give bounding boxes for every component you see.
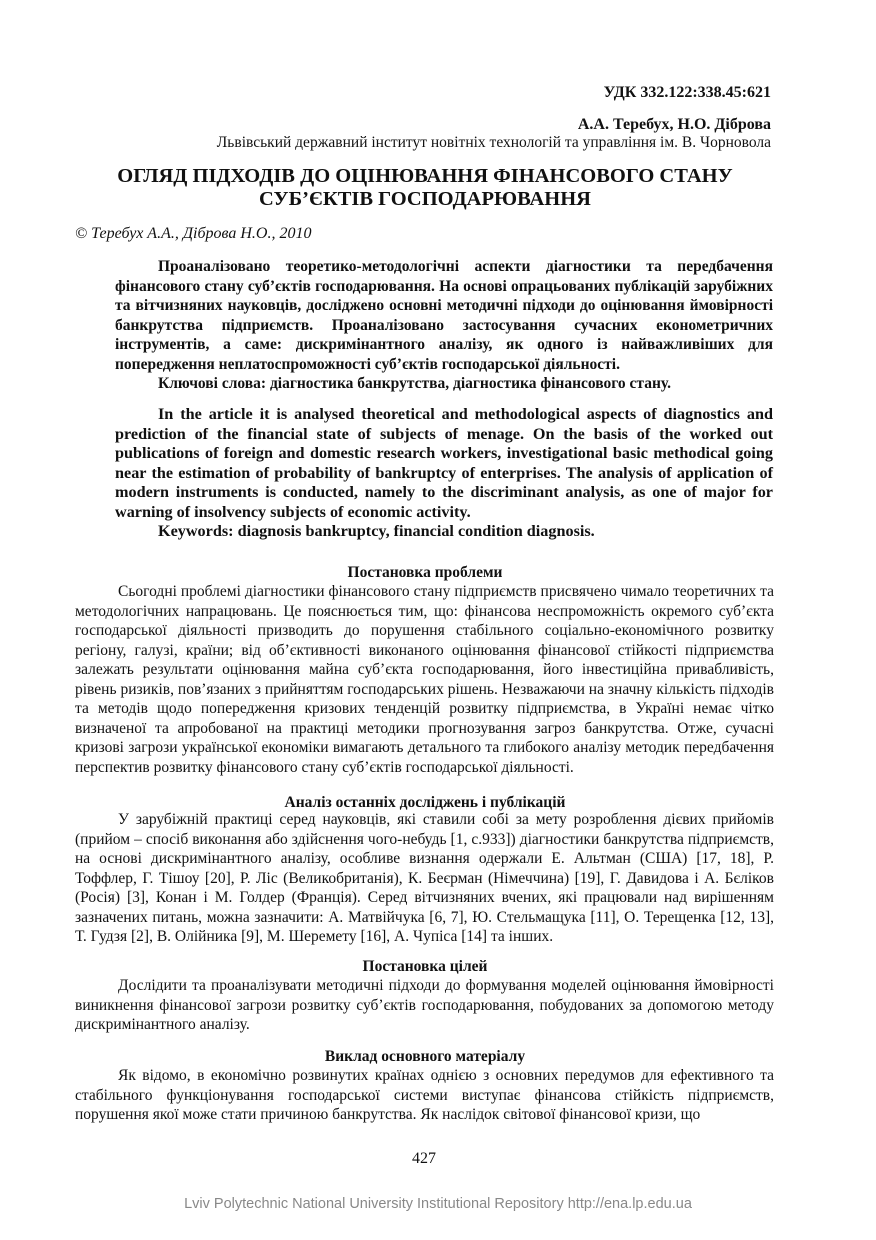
- section-text-research: У зарубіжній практиці серед науковців, які ставили собі за мету розроблення дієвих прийомів (прийом – спосіб виконання або здійснення чого-небудь [1, с.933]) діагностики банкрутства підприємств, на основі дискримінантного аналізу, особливе визнання одержали Е. Альтман (США) [17, 18], Р. Тоффлер, Г. Тішоу [20], Р. Ліс (Великобританія), К. Беєрман (Німеччина) [19], Г. Давидова і А. Бєліков (Росія) [3], Конан і М. Голдер (Франція). Серед вітчизняних вчених, які працювали над вирішенням зазначених питань, можна зазначити: А. Матвійчука [6, 7], Ю. Стельмащука [11], О. Терещенка [12, 13], Т. Гудзя [2], В. Олійника [9], М. Шеремету [16], А. Чупіса [14] та інших.: [75, 811, 774, 945]
- copyright: © Теребух А.А., Діброва Н.О., 2010: [75, 225, 312, 242]
- section-text-problem: Сьогодні проблемі діагностики фінансового стану підприємств присвячено чимало теоретичних та методологічних напрацювань. Це пояснюється тим, що: фінансова неспроможність окремого суб’єкта господарської діяльності призводить до порушення стабільного соціально-економічного розвитку регіону, галузі, країни; від об’єктивності виконаного оцінювання фінансової стійкості підприємства залежать результати оцінювання майна суб’єкта господарювання, його інвестиційна привабливість, рівень ризиків, пов’язаних з прийняттям господарських рішень. Незважаючи на значну кількість підходів та методів щодо попередження кризових тенденцій розвитку підприємства, в Україні немає чітко визначеної та апробованої на практиці методики прогнозування загроз банкрутства. Отже, сучасні кризові загрози української економіки вимагають детального та глибокого аналізу методик передбачення перспектив розвитку фінансового стану суб’єктів господарської діяльності.: [75, 583, 774, 776]
- section-text-main: Як відомо, в економічно розвинутих країнах однією з основних передумов для ефективного та стабільного функціонування господарської системи виступає фінансова стійкість підприємств, порушення якої може стати причиною банкрутства. Як наслідок світової фінансової кризи, що: [75, 1067, 774, 1123]
- repository-footer: Lviv Polytechnic National University Institutional Repository http://ena.lp.edu.ua: [184, 1196, 692, 1212]
- keywords-english: Keywords: diagnosis bankruptcy, financial condition diagnosis.: [158, 522, 595, 540]
- section-text-goals: Дослідити та проаналізувати методичні підходи до формування моделей оцінювання ймовірності виникнення фінансової загрози розвитку суб’єктів господарювання, побудованих за допомогою методу дискримінантного аналізу.: [75, 977, 774, 1033]
- section-heading-research: Аналіз останніх досліджень і публікацій: [284, 794, 566, 811]
- abstract-english: In the article it is analysed theoretical and methodological aspects of diagnostics and prediction of the financial state of subjects of menage. On the basis of the worked out publications of foreign and domestic research workers, investigational basic methodical going near the estimation of probability of bankruptcy of enterprises. The analysis of application of modern instruments is conducted, namely to the discriminant analysis, as one of major for warning of insolvency subjects of economic activity.: [115, 405, 773, 521]
- authors: А.А. Теребух, Н.О. Діброва: [577, 116, 771, 133]
- page-number: 427: [412, 1150, 436, 1167]
- paper-title: ОГЛЯД ПІДХОДІВ ДО ОЦІНЮВАННЯ ФІНАНСОВОГО СТАНУ СУБ’ЄКТІВ ГОСПОДАРЮВАННЯ: [117, 165, 733, 210]
- section-heading-main: Виклад основного матеріалу: [324, 1048, 526, 1065]
- keywords-ukrainian: Ключові слова: діагностика банкрутства, діагностика фінансового стану.: [158, 375, 671, 392]
- affiliation: Львівський державний інститут новітніх технологій та управління ім. В. Чорновола: [216, 134, 771, 151]
- abstract-ukrainian: Проаналізовано теоретико-методологічні аспекти діагностики та передбачення фінансового стану суб’єктів господарювання. На основі опрацьованих публікацій зарубіжних та вітчизняних науковців, досліджено основні методичні підходи до оцінювання ймовірності банкрутства підприємств. Проаналізовано застосування сучасних економетричних інструментів, а саме: дискримінантного аналізу, як одного із найважливіших для попередження неплатоспроможності суб’єктів господарської діяльності.: [115, 258, 773, 373]
- section-heading-problem: Постановка проблеми: [347, 564, 503, 581]
- udk-code: УДК 332.122:338.45:621: [603, 84, 771, 101]
- section-heading-goals: Постановка цілей: [362, 958, 488, 975]
